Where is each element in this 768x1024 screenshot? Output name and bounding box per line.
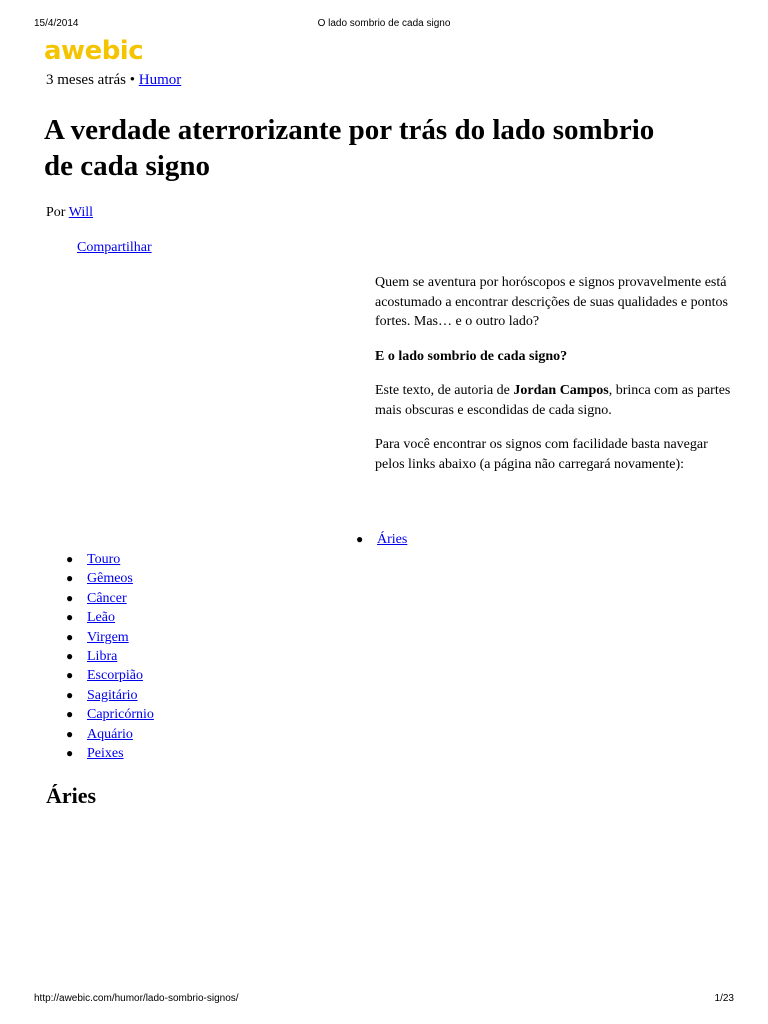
bullet-icon: ● [66, 571, 74, 586]
bullet-icon: ● [66, 590, 74, 605]
bullet-icon: ● [66, 610, 74, 625]
print-date: 15/4/2014 [34, 18, 79, 29]
article-title: A verdade aterrorizante por trás do lado sombrio de cada signo [44, 114, 655, 182]
post-time-ago: 3 meses atrás [46, 72, 126, 88]
sign-link[interactable]: Câncer [87, 590, 127, 606]
sign-link[interactable]: Capricórnio [87, 707, 154, 723]
list-item [66, 686, 154, 705]
intro-subhead: E o lado sombrio de cada signo? [375, 348, 568, 364]
list-item [66, 569, 154, 588]
print-page-title: O lado sombrio de cada signo [317, 18, 451, 29]
intro-paragraph: Quem se aventura por horóscopos e signos provavelmente está acostumado a encontrar descrições de suas qualidades e pontos fortes. Mas… e o outro lado? [375, 275, 728, 329]
post-meta [46, 72, 181, 89]
author-link[interactable]: Will [68, 205, 94, 220]
bullet-icon: ● [66, 629, 74, 644]
list-item [66, 550, 154, 569]
bullet-icon: ● [66, 648, 74, 663]
article-intro [375, 273, 735, 489]
print-page-number: 1/23 [714, 993, 734, 1004]
sign-link[interactable]: Virgem [87, 629, 129, 645]
byline [46, 205, 93, 221]
sign-link-aries[interactable]: Áries [377, 532, 408, 547]
bullet-icon: ● [66, 668, 74, 683]
list-item [66, 725, 154, 744]
intro-credit-paragraph [375, 381, 735, 420]
print-url: http://awebic.com/humor/lado-sombrio-signos/ [34, 993, 239, 1004]
sign-link[interactable]: Peixes [87, 745, 124, 761]
list-item [66, 608, 154, 627]
sign-nav-list [66, 550, 154, 763]
bullet-icon: ● [66, 687, 74, 702]
intro-navigation-paragraph: Para você encontrar os signos com facilidade basta navegar pelos links abaixo (a página não carregará novamente): [375, 437, 708, 472]
sign-link[interactable]: Sagitário [87, 687, 138, 703]
section-title-aries: Áries [46, 783, 97, 808]
sign-nav-list-first [356, 530, 407, 549]
credit-author: Jordan Campos [513, 383, 609, 398]
byline-prefix: Por [46, 205, 69, 220]
sign-link[interactable]: Escorpião [87, 668, 143, 684]
bullet-icon: ● [66, 745, 74, 760]
list-item [66, 705, 154, 724]
meta-separator: • [125, 72, 139, 88]
credit-text-before: Este texto, de autoria de [375, 383, 514, 398]
sign-link[interactable]: Leão [87, 610, 115, 626]
site-logo[interactable]: awebic [44, 36, 144, 66]
bullet-icon: ● [66, 726, 74, 741]
list-item [66, 647, 154, 666]
list-item [66, 628, 154, 647]
share-link[interactable]: Compartilhar [77, 240, 152, 255]
share-area [77, 240, 152, 256]
category-link[interactable]: Humor [138, 72, 182, 88]
list-item [66, 666, 154, 685]
bullet-icon: ● [66, 552, 74, 566]
bullet-icon: ● [66, 707, 74, 722]
list-item [66, 589, 154, 608]
sign-link[interactable]: Libra [87, 648, 118, 664]
list-item [66, 744, 154, 763]
bullet-icon: ● [356, 532, 364, 546]
list-item [356, 530, 407, 549]
sign-link[interactable]: Gêmeos [87, 571, 133, 587]
sign-link[interactable]: Touro [87, 552, 121, 567]
credit-text-after: , brinca com as partes mais obscuras e escondidas de cada signo. [375, 383, 731, 418]
sign-link[interactable]: Aquário [87, 726, 133, 742]
